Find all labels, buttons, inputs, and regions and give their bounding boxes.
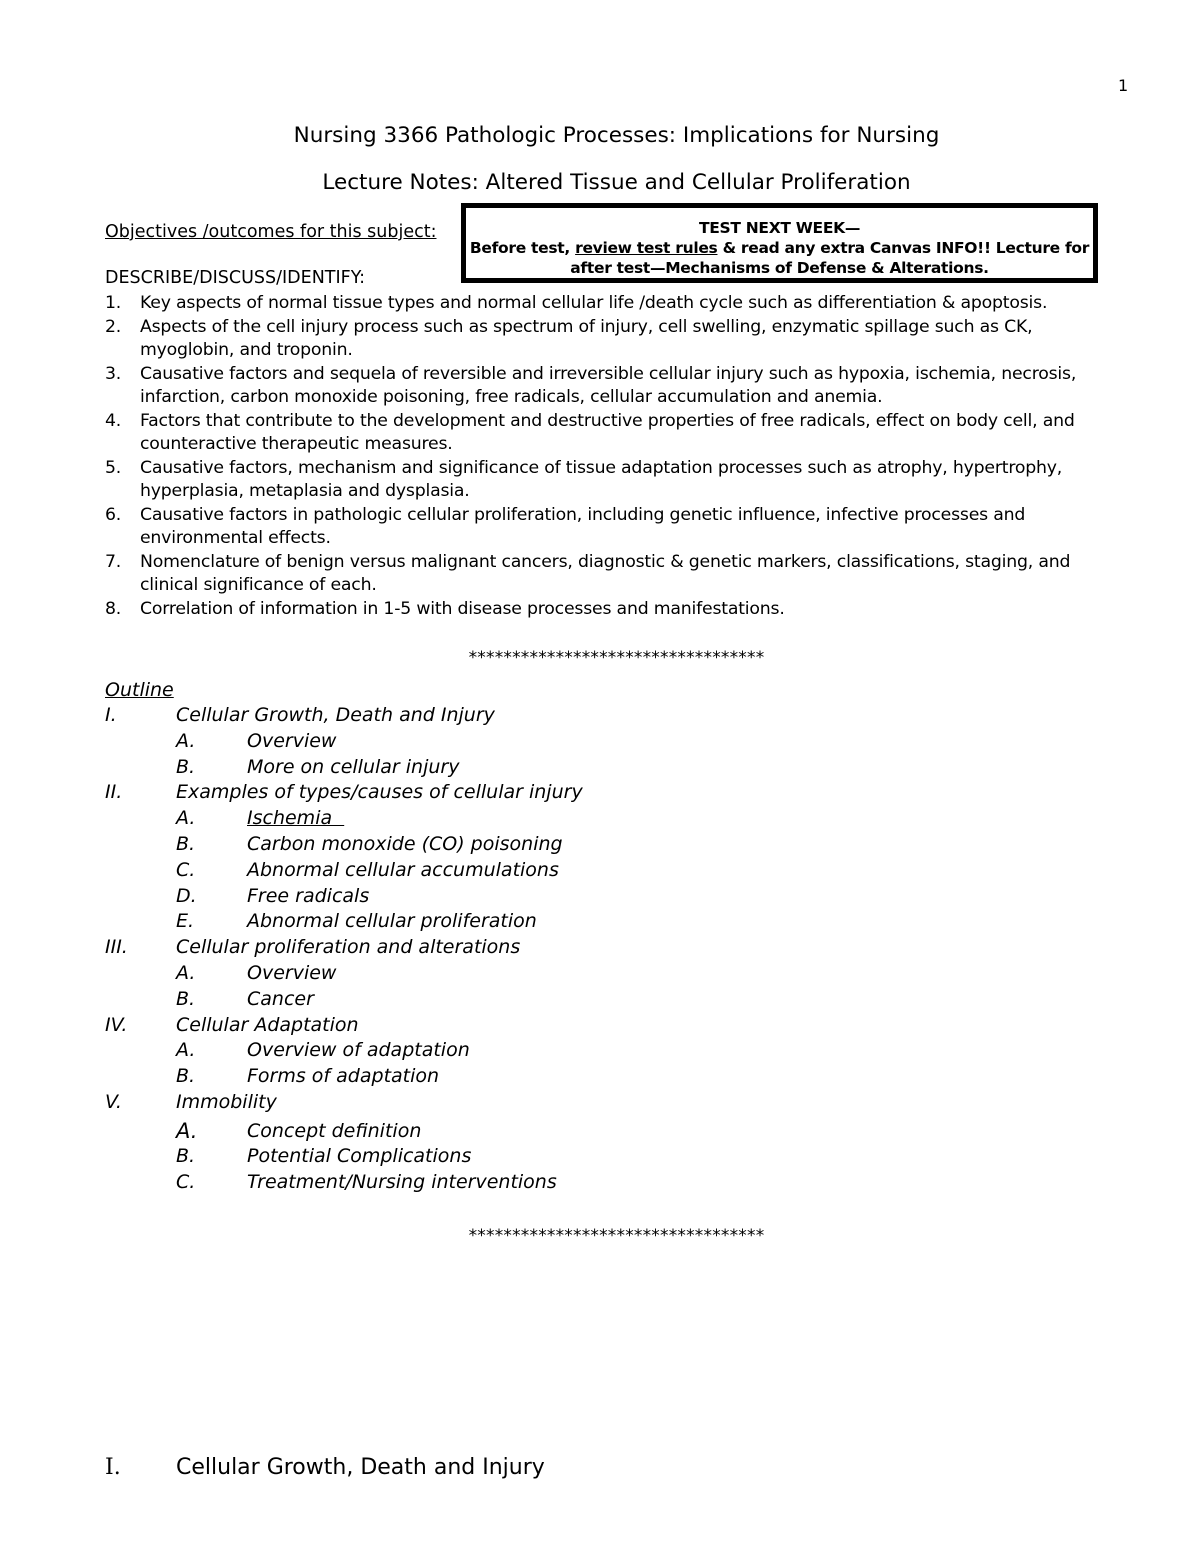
outline-marker: C.: [176, 858, 196, 881]
section-title: Cellular Growth, Death and Injury: [176, 1455, 545, 1480]
outline-marker: B.: [176, 832, 196, 855]
outline-item: [105, 703, 1005, 729]
outline-item: [105, 1090, 1005, 1116]
outline-item: [105, 1116, 1005, 1144]
separator-stars: **********************************: [468, 648, 765, 668]
outline-text: Examples of types/causes of cellular injury: [176, 781, 583, 804]
objective-number: 8.: [105, 598, 122, 619]
notice-line-1: TEST NEXT WEEK—: [698, 219, 861, 237]
outline-text: Ischemia: [247, 807, 345, 830]
objective-item: [105, 363, 1105, 410]
outline-marker: B.: [176, 1144, 196, 1167]
outline-text: Cancer: [247, 987, 314, 1010]
objective-item: [105, 457, 1105, 504]
outline-text: More on cellular injury: [247, 755, 460, 778]
outline-text: Cellular Growth, Death and Injury: [176, 704, 495, 726]
objective-item: [105, 551, 1105, 598]
objective-number: 6.: [105, 504, 122, 525]
outline-heading: Outline: [105, 679, 174, 701]
outline-text: Overview of adaptation: [247, 1039, 470, 1062]
objective-text: Factors that contribute to the development and destructive properties of free radicals, effect on body cell, and counteractive therapeutic measures.: [140, 410, 1075, 454]
objective-item: [105, 410, 1105, 457]
objective-text: Correlation of information in 1-5 with disease processes and manifestations.: [140, 598, 785, 619]
outline-item: [105, 806, 1005, 832]
objective-text: Key aspects of normal tissue types and normal cellular life /death cycle such as differentiation & apoptosis.: [140, 293, 1048, 313]
objective-item: [105, 598, 1105, 622]
objective-text: Aspects of the cell injury process such as spectrum of injury, cell swelling, enzymatic spillage such as CK, myoglobin, and troponin.: [140, 316, 1033, 360]
outline-item: [105, 935, 1005, 961]
review-test-rules-text: review test rules: [575, 239, 718, 257]
test-notice-box: [461, 203, 1098, 283]
outline-text: Free radicals: [247, 884, 370, 907]
notice-line-2-suffix: & read any extra Canvas INFO!! Lecture for: [717, 239, 1090, 257]
outline-item: [105, 1013, 1005, 1039]
outline-text: Forms of adaptation: [247, 1065, 440, 1088]
outline-item: [105, 909, 1005, 935]
outline-marker: II.: [105, 781, 123, 804]
outline-item: [105, 1144, 1005, 1170]
objective-text: Causative factors in pathologic cellular proliferation, including genetic influence, infective processes and environmental effects.: [140, 504, 1026, 548]
outline-marker: III.: [105, 936, 128, 959]
objective-number: 4.: [105, 410, 122, 431]
outline-item: [105, 729, 1005, 755]
objective-item: [105, 316, 1105, 363]
outline-marker: B.: [176, 755, 196, 778]
document-subtitle: Lecture Notes: Altered Tissue and Cellular Proliferation: [322, 170, 911, 195]
outline-text: Overview: [247, 961, 337, 984]
outline-text: Abnormal cellular accumulations: [247, 858, 559, 881]
outline-marker: V.: [105, 1090, 122, 1113]
outline-marker: B.: [176, 987, 196, 1010]
objective-text: Nomenclature of benign versus malignant cancers, diagnostic & genetic markers, classifications, staging, and clinical significance of each.: [140, 551, 1071, 595]
outline-text: Cellular proliferation and alterations: [176, 936, 521, 959]
notice-line-2-prefix: Before test,: [469, 239, 576, 257]
objective-text: Causative factors, mechanism and significance of tissue adaptation processes such as atrophy, hypertrophy, hyperplasia, metaplasia and dysplasia.: [140, 457, 1063, 501]
objective-number: 5.: [105, 457, 122, 478]
outline-item: [105, 1038, 1005, 1064]
objective-number: 2.: [105, 316, 122, 337]
outline-item: [105, 755, 1005, 781]
document-title: Nursing 3366 Pathologic Processes: Implications for Nursing: [293, 123, 940, 148]
outline-marker: I.: [105, 704, 117, 726]
outline-marker: B.: [176, 1065, 196, 1088]
outline-marker: A.: [176, 1118, 198, 1143]
outline-item: [105, 1064, 1005, 1090]
outline-item: [105, 961, 1005, 987]
objective-item: [105, 504, 1105, 551]
notice-line-3: after test—Mechanisms of Defense & Alterations.: [570, 259, 989, 277]
outline-text: Carbon monoxide (CO) poisoning: [247, 832, 563, 855]
separator-stars: **********************************: [468, 1226, 765, 1246]
outline-marker: D.: [176, 884, 197, 907]
outline-marker: A.: [176, 961, 196, 984]
outline-item: [105, 780, 1005, 806]
objective-item: [105, 292, 1105, 316]
objectives-list: [105, 292, 1105, 621]
outline-item: [105, 832, 1005, 858]
outline-text: Concept definition: [247, 1119, 422, 1142]
outline-item: [105, 884, 1005, 910]
outline-marker: A.: [176, 729, 196, 752]
outline-text: Treatment/Nursing interventions: [247, 1170, 557, 1193]
outline-marker: C.: [176, 1170, 196, 1193]
outline-item: [105, 1170, 1005, 1196]
outline-list: [105, 703, 1005, 1195]
section-marker: I.: [105, 1455, 121, 1480]
outline-text: Cellular Adaptation: [176, 1013, 359, 1036]
objective-number: 1.: [105, 293, 122, 313]
objectives-heading: Objectives /outcomes for this subject:: [105, 222, 437, 242]
outline-text: Abnormal cellular proliferation: [247, 910, 537, 933]
objective-number: 7.: [105, 551, 122, 572]
outline-item: [105, 858, 1005, 884]
page-number: 1: [1118, 76, 1129, 95]
outline-text: Immobility: [176, 1090, 277, 1113]
outline-marker: A.: [176, 1039, 196, 1062]
objective-number: 3.: [105, 363, 122, 384]
objective-text: Causative factors and sequela of reversible and irreversible cellular injury such as hypoxia, ischemia, necrosis, infarction, carbon monoxide poisoning, free radicals, cellular accumulation and anemia.: [140, 363, 1077, 407]
outline-text: Overview: [247, 729, 337, 752]
outline-text: Potential Complications: [247, 1144, 472, 1167]
describe-heading: DESCRIBE/DISCUSS/IDENTIFY:: [105, 268, 365, 288]
outline-marker: IV.: [105, 1013, 128, 1036]
outline-marker: E.: [176, 910, 195, 933]
outline-item: [105, 987, 1005, 1013]
outline-marker: A.: [176, 807, 196, 830]
notice-line-2: [466, 238, 1093, 258]
